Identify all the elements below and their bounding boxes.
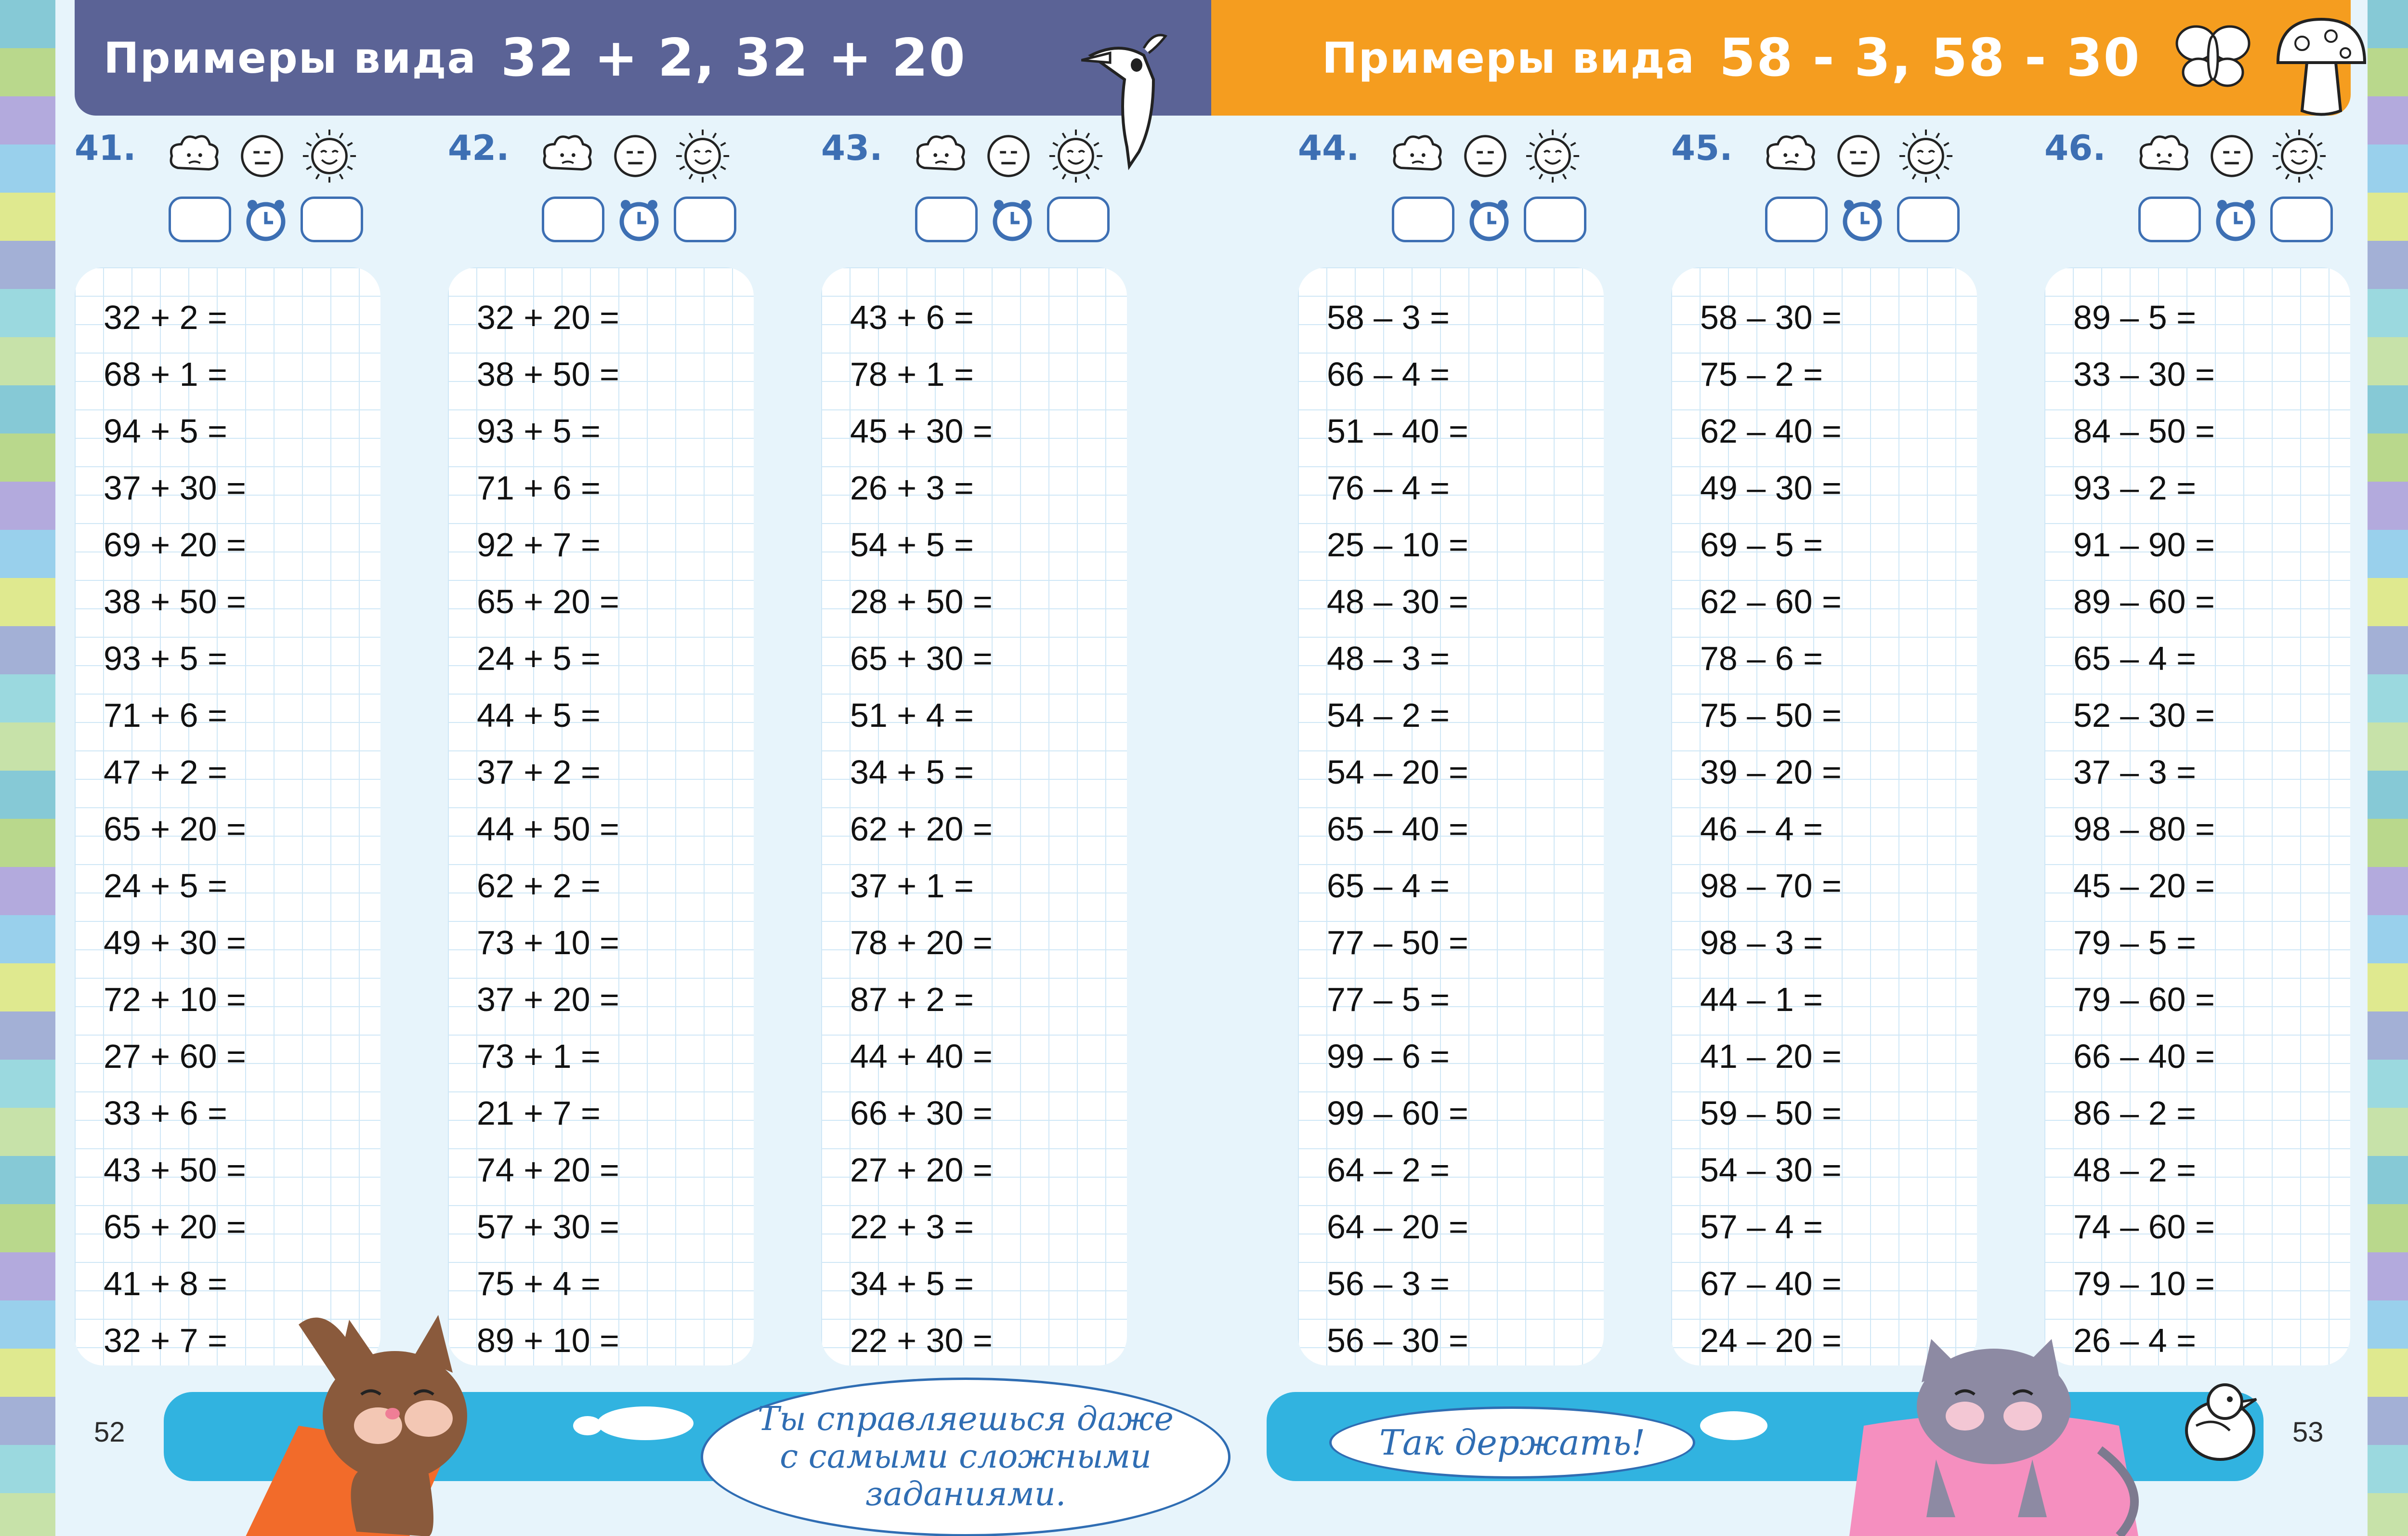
- equation-row[interactable]: 44 + 5 =: [477, 696, 601, 734]
- equation-row[interactable]: 68 + 1 =: [104, 355, 227, 393]
- exercise-number: 46.: [2044, 128, 2106, 168]
- equation-row[interactable]: 57 + 30 =: [477, 1208, 619, 1246]
- clock-icon: [242, 195, 290, 243]
- left-banner-formula: 32 + 2, 32 + 20: [500, 27, 966, 88]
- equation-row[interactable]: 66 – 40 =: [2073, 1037, 2215, 1075]
- equation-row[interactable]: 27 + 60 =: [104, 1037, 246, 1075]
- equation-row[interactable]: 46 – 4 =: [1700, 810, 1823, 848]
- time-box-start[interactable]: [542, 197, 604, 242]
- equation-row[interactable]: 93 + 5 =: [104, 640, 227, 677]
- sun-face-icon: [674, 128, 731, 184]
- equation-row[interactable]: 24 + 5 =: [477, 640, 601, 677]
- clock-icon: [1465, 195, 1513, 243]
- time-record: [2138, 195, 2333, 243]
- equation-row[interactable]: 62 + 20 =: [850, 810, 993, 848]
- equation-row[interactable]: 98 – 70 =: [1700, 867, 1842, 905]
- equation-row[interactable]: 64 – 20 =: [1327, 1208, 1468, 1246]
- decorative-stripe-right: [2368, 0, 2408, 1536]
- equation-row[interactable]: 43 + 50 =: [104, 1151, 246, 1189]
- equation-row[interactable]: 89 + 10 =: [477, 1322, 619, 1359]
- equation-row[interactable]: 93 – 2 =: [2073, 469, 2196, 507]
- left-bubble-text: Ты справляешься даже с самыми сложными заданиями.: [758, 1400, 1174, 1513]
- sun-face-icon: [1898, 128, 1954, 184]
- equation-row[interactable]: 91 – 90 =: [2073, 526, 2215, 564]
- equation-row[interactable]: 65 + 20 =: [104, 1208, 246, 1246]
- equation-row[interactable]: 27 + 20 =: [850, 1151, 993, 1189]
- exercise-header: [1298, 128, 1597, 253]
- time-record: [542, 195, 736, 243]
- equation-row[interactable]: 38 + 50 =: [477, 355, 619, 393]
- exercise-card: [75, 267, 380, 1365]
- equation-row[interactable]: 59 – 50 =: [1700, 1094, 1842, 1132]
- neutral-face-icon: [2203, 128, 2260, 184]
- exercise-header: [821, 128, 1120, 253]
- equation-row[interactable]: 66 + 30 =: [850, 1094, 993, 1132]
- mood-faces: [2136, 128, 2328, 184]
- equation-row[interactable]: 66 – 4 =: [1327, 355, 1450, 393]
- cloud-face-icon: [913, 128, 969, 184]
- equation-row[interactable]: 48 – 3 =: [1327, 640, 1450, 677]
- time-box-end[interactable]: [674, 197, 736, 242]
- equation-row[interactable]: 49 + 30 =: [104, 924, 246, 961]
- equation-row[interactable]: 86 – 2 =: [2073, 1094, 2196, 1132]
- equation-row[interactable]: 54 + 5 =: [850, 526, 974, 564]
- cloud-face-icon: [539, 128, 596, 184]
- equation-row[interactable]: 71 + 6 =: [104, 696, 227, 734]
- exercise-card: [821, 267, 1127, 1365]
- equation-row[interactable]: 58 – 30 =: [1700, 299, 1842, 336]
- equation-row[interactable]: 58 – 3 =: [1327, 299, 1450, 336]
- equation-row[interactable]: 94 + 5 =: [104, 412, 227, 450]
- equation-row[interactable]: 78 + 20 =: [850, 924, 993, 961]
- equation-row[interactable]: 99 – 60 =: [1327, 1094, 1468, 1132]
- left-page-number: 52: [94, 1417, 125, 1448]
- equation-row[interactable]: 32 + 2 =: [104, 299, 227, 336]
- decorative-cloud: [1700, 1411, 1767, 1440]
- equation-row[interactable]: 43 + 6 =: [850, 299, 974, 336]
- equation-row[interactable]: 38 + 50 =: [104, 583, 246, 620]
- equation-row[interactable]: 92 + 7 =: [477, 526, 601, 564]
- exercise-card: [2044, 267, 2350, 1365]
- equation-row[interactable]: 24 – 20 =: [1700, 1322, 1842, 1359]
- time-record: [915, 195, 1110, 243]
- clock-icon: [1838, 195, 1886, 243]
- equation-row[interactable]: 44 + 50 =: [477, 810, 619, 848]
- equation-row[interactable]: 74 – 60 =: [2073, 1208, 2215, 1246]
- equation-row[interactable]: 33 + 6 =: [104, 1094, 227, 1132]
- equation-row[interactable]: 54 – 30 =: [1700, 1151, 1842, 1189]
- right-bubble-text: Так держать!: [1379, 1422, 1646, 1463]
- mood-faces: [166, 128, 358, 184]
- equation-row[interactable]: 37 + 20 =: [477, 981, 619, 1018]
- equation-row[interactable]: 93 + 5 =: [477, 412, 601, 450]
- equation-row[interactable]: 25 – 10 =: [1327, 526, 1468, 564]
- mood-faces: [1763, 128, 1954, 184]
- left-banner: [75, 0, 1211, 116]
- equation-row[interactable]: 41 – 20 =: [1700, 1037, 1842, 1075]
- equation-row[interactable]: 37 + 2 =: [477, 753, 601, 791]
- equation-row[interactable]: 57 – 4 =: [1700, 1208, 1823, 1246]
- equation-row[interactable]: 79 – 5 =: [2073, 924, 2196, 961]
- equation-row[interactable]: 28 + 50 =: [850, 583, 993, 620]
- time-box-start[interactable]: [915, 197, 978, 242]
- equation-row[interactable]: 32 + 20 =: [477, 299, 619, 336]
- neutral-face-icon: [980, 128, 1037, 184]
- decorative-cloud: [597, 1406, 694, 1440]
- equation-row[interactable]: 65 + 20 =: [104, 810, 246, 848]
- time-box-start[interactable]: [169, 197, 231, 242]
- equation-row[interactable]: 72 + 10 =: [104, 981, 246, 1018]
- equation-row[interactable]: 67 – 40 =: [1700, 1265, 1842, 1302]
- cloud-face-icon: [2136, 128, 2193, 184]
- sun-face-icon: [301, 128, 358, 184]
- time-record: [169, 195, 363, 243]
- time-box-end[interactable]: [1524, 197, 1586, 242]
- right-encouragement-bubble: [1329, 1406, 1695, 1479]
- equation-row[interactable]: 69 – 5 =: [1700, 526, 1823, 564]
- equation-row[interactable]: 79 – 10 =: [2073, 1265, 2215, 1302]
- neutral-face-icon: [234, 128, 290, 184]
- exercise-header: [2044, 128, 2343, 253]
- exercise-header: [75, 128, 373, 253]
- clock-icon: [615, 195, 663, 243]
- equation-row[interactable]: 75 – 2 =: [1700, 355, 1823, 393]
- equation-row[interactable]: 87 + 2 =: [850, 981, 974, 1018]
- equation-row[interactable]: 22 + 30 =: [850, 1322, 993, 1359]
- cat-illustration: [1849, 1339, 2158, 1536]
- equation-row[interactable]: 37 – 3 =: [2073, 753, 2196, 791]
- exercise-card: [1671, 267, 1977, 1365]
- butterfly-icon: [2172, 14, 2254, 96]
- time-box-start[interactable]: [1765, 197, 1828, 242]
- equation-row[interactable]: 56 – 30 =: [1327, 1322, 1468, 1359]
- equation-row[interactable]: 65 – 4 =: [2073, 640, 2196, 677]
- right-banner-formula: 58 - 3, 58 - 30: [1719, 27, 2141, 88]
- equation-row[interactable]: 26 – 4 =: [2073, 1322, 2196, 1359]
- equation-row[interactable]: 74 + 20 =: [477, 1151, 619, 1189]
- time-box-end[interactable]: [301, 197, 363, 242]
- right-page-number: 53: [2292, 1417, 2324, 1448]
- equation-row[interactable]: 98 – 80 =: [2073, 810, 2215, 848]
- equation-row[interactable]: 54 – 2 =: [1327, 696, 1450, 734]
- equation-row[interactable]: 34 + 5 =: [850, 1265, 974, 1302]
- cat-illustration: [226, 1310, 573, 1536]
- neutral-face-icon: [607, 128, 664, 184]
- equation-row[interactable]: 39 – 20 =: [1700, 753, 1842, 791]
- equation-row[interactable]: 73 + 1 =: [477, 1037, 601, 1075]
- equation-row[interactable]: 75 – 50 =: [1700, 696, 1842, 734]
- equation-row[interactable]: 65 – 4 =: [1327, 867, 1450, 905]
- equation-row[interactable]: 54 – 20 =: [1327, 753, 1468, 791]
- equation-row[interactable]: 45 + 30 =: [850, 412, 993, 450]
- equation-row[interactable]: 51 + 4 =: [850, 696, 974, 734]
- equation-row[interactable]: 65 + 30 =: [850, 640, 993, 677]
- exercise-number: 44.: [1298, 128, 1360, 168]
- time-record: [1392, 195, 1586, 243]
- equation-row[interactable]: 45 – 20 =: [2073, 867, 2215, 905]
- equation-row[interactable]: 77 – 5 =: [1327, 981, 1450, 1018]
- equation-row[interactable]: 65 + 20 =: [477, 583, 619, 620]
- equation-row[interactable]: 21 + 7 =: [477, 1094, 601, 1132]
- exercise-number: 45.: [1671, 128, 1733, 168]
- equation-row[interactable]: 48 – 30 =: [1327, 583, 1468, 620]
- sun-face-icon: [2271, 128, 2328, 184]
- equation-row[interactable]: 84 – 50 =: [2073, 412, 2215, 450]
- equation-row[interactable]: 24 + 5 =: [104, 867, 227, 905]
- chick-icon: [2177, 1373, 2264, 1469]
- time-box-end[interactable]: [2270, 197, 2333, 242]
- time-record: [1765, 195, 1960, 243]
- equation-row[interactable]: 47 + 2 =: [104, 753, 227, 791]
- cloud-face-icon: [1389, 128, 1446, 184]
- equation-row[interactable]: 77 – 50 =: [1327, 924, 1468, 961]
- equation-row[interactable]: 69 + 20 =: [104, 526, 246, 564]
- time-box-start[interactable]: [2138, 197, 2201, 242]
- decorative-cloud: [573, 1416, 602, 1435]
- equation-row[interactable]: 52 – 30 =: [2073, 696, 2215, 734]
- equation-row[interactable]: 22 + 3 =: [850, 1208, 974, 1246]
- equation-row[interactable]: 37 + 1 =: [850, 867, 974, 905]
- left-encouragement-bubble: [701, 1378, 1230, 1536]
- equation-row[interactable]: 65 – 40 =: [1327, 810, 1468, 848]
- equation-row[interactable]: 33 – 30 =: [2073, 355, 2215, 393]
- equation-row[interactable]: 44 – 1 =: [1700, 981, 1823, 1018]
- neutral-face-icon: [1457, 128, 1514, 184]
- right-banner-title: Примеры вида: [1322, 33, 1695, 83]
- time-box-end[interactable]: [1047, 197, 1110, 242]
- equation-row[interactable]: 37 + 30 =: [104, 469, 246, 507]
- equation-row[interactable]: 99 – 6 =: [1327, 1037, 1450, 1075]
- exercise-number: 41.: [75, 128, 136, 168]
- equation-row[interactable]: 62 – 60 =: [1700, 583, 1842, 620]
- equation-row[interactable]: 98 – 3 =: [1700, 924, 1823, 961]
- equation-row[interactable]: 34 + 5 =: [850, 753, 974, 791]
- exercise-card: [448, 267, 754, 1365]
- exercise-number: 43.: [821, 128, 883, 168]
- neutral-face-icon: [1830, 128, 1887, 184]
- equation-row[interactable]: 73 + 10 =: [477, 924, 619, 961]
- equation-row[interactable]: 51 – 40 =: [1327, 412, 1468, 450]
- equation-row[interactable]: 64 – 2 =: [1327, 1151, 1450, 1189]
- equation-row[interactable]: 71 + 6 =: [477, 469, 601, 507]
- equation-row[interactable]: 89 – 5 =: [2073, 299, 2196, 336]
- exercise-header: [1671, 128, 1970, 253]
- equation-row[interactable]: 78 + 1 =: [850, 355, 974, 393]
- time-box-start[interactable]: [1392, 197, 1454, 242]
- equation-row[interactable]: 78 – 6 =: [1700, 640, 1823, 677]
- equation-row[interactable]: 79 – 60 =: [2073, 981, 2215, 1018]
- sun-face-icon: [1524, 128, 1581, 184]
- mood-faces: [1389, 128, 1581, 184]
- decorative-stripe-left: [0, 0, 55, 1536]
- left-banner-title: Примеры вида: [104, 33, 477, 83]
- equation-row[interactable]: 62 + 2 =: [477, 867, 601, 905]
- sun-face-icon: [1047, 128, 1104, 184]
- clock-icon: [988, 195, 1036, 243]
- mushroom-icon: [2273, 14, 2369, 120]
- equation-row[interactable]: 44 + 40 =: [850, 1037, 993, 1075]
- exercise-header: [448, 128, 746, 253]
- cloud-face-icon: [166, 128, 223, 184]
- exercise-number: 42.: [448, 128, 510, 168]
- cloud-face-icon: [1763, 128, 1819, 184]
- equation-row[interactable]: 48 – 2 =: [2073, 1151, 2196, 1189]
- equation-row[interactable]: 75 + 4 =: [477, 1265, 601, 1302]
- equation-row[interactable]: 49 – 30 =: [1700, 469, 1842, 507]
- equation-row[interactable]: 89 – 60 =: [2073, 583, 2215, 620]
- time-box-end[interactable]: [1897, 197, 1960, 242]
- equation-row[interactable]: 76 – 4 =: [1327, 469, 1450, 507]
- clock-icon: [2212, 195, 2260, 243]
- exercise-card: [1298, 267, 1604, 1365]
- mood-faces: [913, 128, 1104, 184]
- equation-row[interactable]: 41 + 8 =: [104, 1265, 227, 1302]
- equation-row[interactable]: 56 – 3 =: [1327, 1265, 1450, 1302]
- equation-row[interactable]: 26 + 3 =: [850, 469, 974, 507]
- mood-faces: [539, 128, 731, 184]
- equation-row[interactable]: 32 + 7 =: [104, 1322, 227, 1359]
- equation-row[interactable]: 62 – 40 =: [1700, 412, 1842, 450]
